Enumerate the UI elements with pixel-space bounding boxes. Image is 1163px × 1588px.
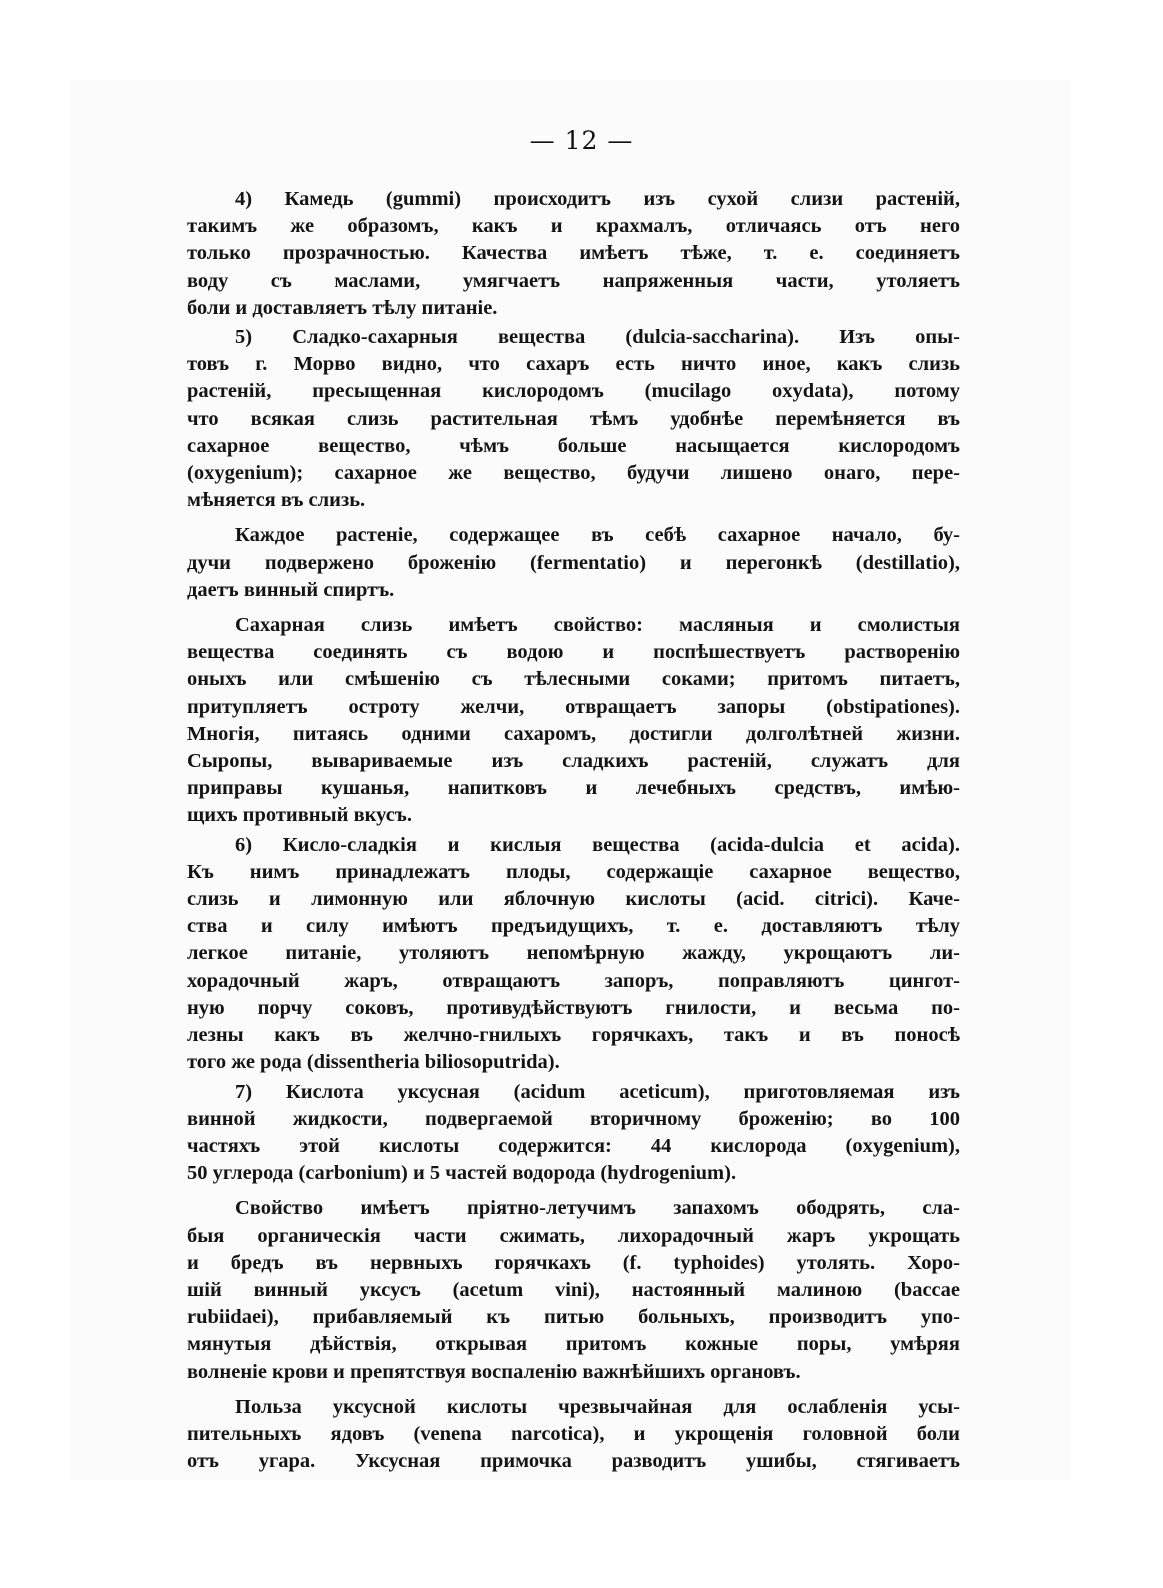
page-number: — 12 — <box>529 126 634 155</box>
paragraph-vinegar-use <box>187 1394 960 1476</box>
text-line: только прозрачностью. Качества имѣетъ тѣже, т. е. соединяетъ <box>187 242 960 265</box>
text-line: мѣняется въ слизь. <box>187 489 366 512</box>
text-line: хорадочный жаръ, отвращаютъ запоръ, поправляютъ цингот- <box>187 969 960 992</box>
paragraph-7-aceticum <box>187 1079 960 1188</box>
text-line: оныхъ или смѣшенію съ тѣлесными соками; притомъ питаетъ, <box>187 668 960 691</box>
text-line: слизь и лимонную или яблочную кислоты (acid. citrici). Каче- <box>187 888 960 911</box>
text-line: шій винный уксусъ (acetum vini), настоянный малиною (baccae <box>187 1278 960 1301</box>
page-body <box>187 186 960 1475</box>
text-line: щихъ противный вкусъ. <box>187 804 412 827</box>
text-line: лезны какъ въ желчно-гнилыхъ горячкахъ, такъ и въ поносѣ <box>187 1024 960 1047</box>
text-line: растеній, пресыщенная кислородомъ (mucilago oxydata), потому <box>187 380 960 403</box>
paragraph-sugar-mucus <box>187 612 960 830</box>
text-line: товъ г. Морво видно, что сахаръ есть ничто иное, какъ слизь <box>187 353 960 376</box>
text-line: ную порчу соковъ, противудѣйствуютъ гнилости, и весьма по- <box>187 996 960 1019</box>
text-line: Къ нимъ принадлежатъ плоды, содержащіе сахарное вещество, <box>187 860 960 883</box>
text-line: что всякая слизь растительная тѣмъ удобнѣе перемѣняется въ <box>187 407 960 430</box>
text-line: винной жидкости, подвергаемой вторичному броженію; во 100 <box>187 1107 960 1130</box>
paragraph-fermentation <box>187 522 960 604</box>
text-line: быя органическія части сжимать, лихорадочный жаръ укрощать <box>187 1224 960 1247</box>
text-line: отъ угара. Уксусная примочка разводитъ ушибы, стягиваетъ <box>187 1450 960 1473</box>
text-line: частяхъ этой кислоты содержится: 44 кислорода (oxygenium), <box>187 1134 960 1157</box>
text-line: вещества соединять съ водою и поспѣшествуетъ растворенію <box>187 641 960 664</box>
text-line: воду съ маслами, умягчаетъ напряженныя части, утоляетъ <box>187 269 960 292</box>
text-line: 5) Сладко-сахарныя вещества (dulcia-saccharina). Изъ опы- <box>235 326 960 349</box>
text-line: притупляетъ остроту желчи, отвращаетъ запоры (obstipationes). <box>187 695 960 718</box>
text-line: сахарное вещество, чѣмъ больше насыщается кислородомъ <box>187 434 960 457</box>
text-line: 6) Кисло-сладкія и кислыя вещества (acida-dulcia et acida). <box>235 833 960 856</box>
text-line: rubiidaei), прибавляемый къ питью больныхъ, производитъ упо- <box>187 1306 960 1329</box>
text-line: такимъ же образомъ, какъ и крахмалъ, отличаясь отъ него <box>187 215 960 238</box>
text-line: Каждое растеніе, содержащее въ себѣ сахарное начало, бу- <box>235 524 960 547</box>
text-line: Многія, питаясь одними сахаромъ, достигли долголѣтней жизни. <box>187 722 960 745</box>
text-line: (oxygenium); сахарное же вещество, будучи лишено онаго, пере- <box>187 462 960 485</box>
text-line: Свойство имѣетъ пріятно-летучимъ запахомъ ободрять, сла- <box>235 1197 960 1220</box>
text-line: приправы кушанья, напитковъ и лечебныхъ средствъ, имѣю- <box>187 777 960 800</box>
paragraph-5-dulcia <box>187 324 960 514</box>
text-line: легкое питаніе, утоляютъ непомѣрную жажду, укрощаютъ ли- <box>187 942 960 965</box>
text-line: 7) Кислота уксусная (acidum aceticum), приготовляемая изъ <box>235 1080 960 1103</box>
paragraph-4-gummi <box>187 186 960 322</box>
text-line: ства и силу имѣютъ предъидущихъ, т. е. доставляютъ тѣлу <box>187 915 960 938</box>
text-line: дучи подвержено броженію (fermentatio) и перегонкѣ (destillatio), <box>187 551 960 574</box>
text-line: Сахарная слизь имѣетъ свойство: масляныя и смолистыя <box>235 614 960 637</box>
text-line: волненіе крови и препятствуя воспаленію важнѣйшихъ органовъ. <box>187 1360 801 1383</box>
text-line: того же рода (dissentheria biliosoputrida). <box>187 1051 560 1074</box>
paragraph-6-acida <box>187 832 960 1077</box>
paragraph-vinegar-properties <box>187 1195 960 1385</box>
text-line: мянутыя дѣйствія, открывая притомъ кожные поры, умѣряя <box>187 1333 960 1356</box>
text-line: боли и доставляетъ тѣлу питаніе. <box>187 296 498 319</box>
text-line: 4) Камедь (gummi) происходитъ изъ сухой слизи растеній, <box>235 188 960 210</box>
text-line: даетъ винный спиртъ. <box>187 578 395 601</box>
text-line: Сыропы, вывариваемые изъ сладкихъ растеній, служатъ для <box>187 750 960 773</box>
text-line: и бредъ въ нервныхъ горячкахъ (f. typhoides) утолять. Хоро- <box>187 1251 960 1274</box>
text-line: 50 углерода (carbonium) и 5 частей водорода (hydrogenium). <box>187 1162 737 1185</box>
text-line: Польза уксусной кислоты чрезвычайная для ослабленія усы- <box>235 1395 960 1418</box>
text-line: пительныхъ ядовъ (venena narcotica), и укрощенія головной боли <box>187 1422 960 1445</box>
